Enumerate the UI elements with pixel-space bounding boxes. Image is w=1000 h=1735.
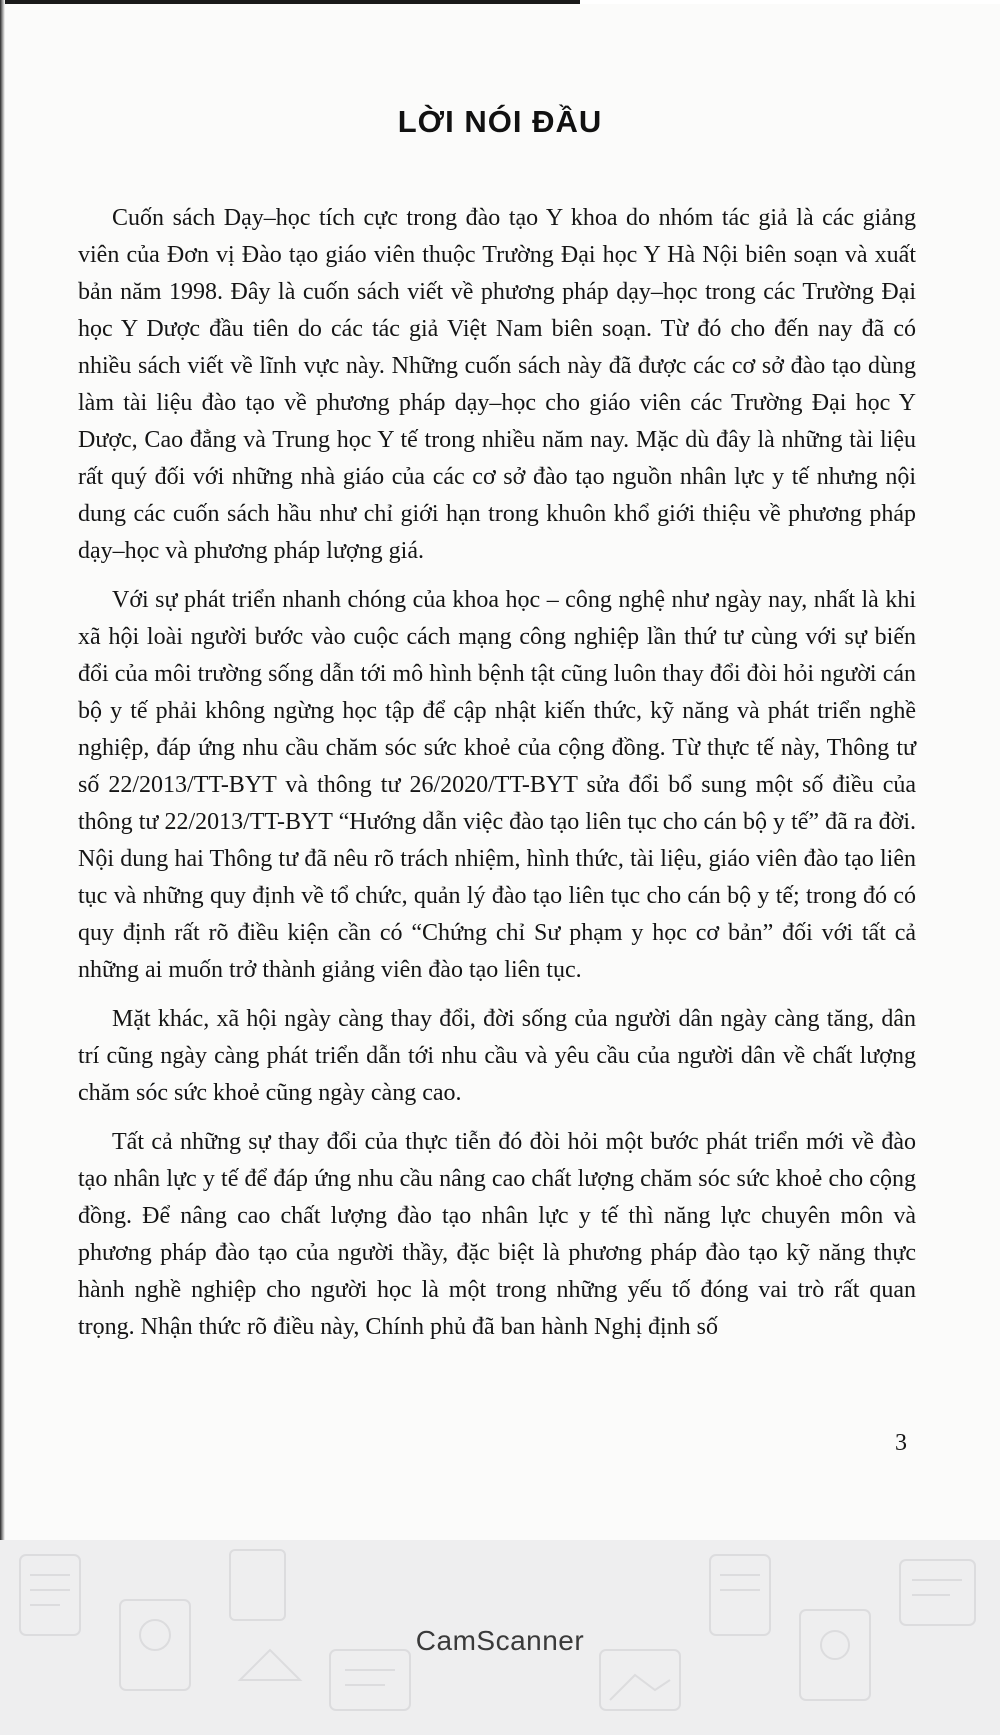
camscanner-watermark: CamScanner [415, 1625, 585, 1656]
page-top-edge [0, 0, 1000, 4]
page-title: LỜI NÓI ĐẦU [397, 104, 603, 139]
scanner-footer [0, 1540, 1000, 1735]
paragraph-1: Cuốn sách Dạy–học tích cực trong đào tạo Y khoa do nhóm tác giả là các giảng viên của Đơn vị Đào tạo giáo viên thuộc Trường Đại học Y Hà Nội biên soạn và xuất bản năm 1998. Đây là cuốn sách viết về phương pháp dạy–học trong các Trường Đại học Y Dược đầu tiên do các tác giả Việt Nam biên soạn. Từ đó cho đến nay đã có nhiều sách viết về lĩnh vực này. Những cuốn sách này đã được các cơ sở đào tạo dùng làm tài liệu đào tạo về phương pháp dạy–học cho giáo viên các Trường Đại học Y Dược, Cao đẳng và Trung học Y tế trong nhiều năm nay. Mặc dù đây là những tài liệu rất quý đối với những nhà giáo của các cơ sở đào tạo nguồn nhân lực y tế nhưng nội dung các cuốn sách hầu như chỉ giới hạn trong khuôn khổ giới thiệu về phương pháp dạy–học và phương pháp lượng giá. [78, 205, 916, 564]
paragraph-3: Mặt khác, xã hội ngày càng thay đổi, đời sống của người dân ngày càng tăng, dân trí cũng ngày càng phát triển dẫn tới nhu cầu và yêu cầu của người dân về chất lượng chăm sóc sức khoẻ cũng ngày càng cao. [78, 1006, 916, 1106]
page-left-edge [0, 0, 5, 1540]
paragraph-4: Tất cả những sự thay đổi của thực tiễn đó đòi hỏi một bước phát triển mới về đào tạo nhân lực y tế để đáp ứng nhu cầu nâng cao chất lượng chăm sóc sức khoẻ cho cộng đồng. Để nâng cao chất lượng đào tạo nhân lực y tế thì năng lực chuyên môn và phương pháp đào tạo của người thầy, đặc biệt là phương pháp đào tạo kỹ năng thực hành nghề nghiệp cho người học là một trong những yếu tố đóng vai trò rất quan trọng. Nhận thức rõ điều này, Chính phủ đã ban hành Nghị định số [78, 1129, 916, 1340]
page-number: 3 [895, 1430, 907, 1456]
body-text [78, 200, 916, 1358]
paragraph-2: Với sự phát triển nhanh chóng của khoa học – công nghệ như ngày nay, nhất là khi xã hội loài người bước vào cuộc cách mạng công nghiệp lần thứ tư cùng với sự biến đổi của môi trường sống dẫn tới mô hình bệnh tật cũng luôn thay đổi đòi hỏi người cán bộ y tế phải không ngừng học tập để cập nhật kiến thức, kỹ năng và phát triển nghề nghiệp, đáp ứng nhu cầu chăm sóc sức khoẻ của cộng đồng. Từ thực tế này, Thông tư số 22/2013/TT-BYT và thông tư 26/2020/TT-BYT sửa đổi bổ sung một số điều của thông tư 22/2013/TT-BYT “Hướng dẫn việc đào tạo liên tục cho cán bộ y tế” đã ra đời. Nội dung hai Thông tư đã nêu rõ trách nhiệm, hình thức, tài liệu, giáo viên đào tạo liên tục và những quy định về tổ chức, quản lý đào tạo liên tục cho cán bộ y tế; trong đó có quy định rất rõ điều kiện cần có “Chứng chỉ Sư phạm y học cơ bản” đối với tất cả những ai muốn trở thành giảng viên đào tạo liên tục. [78, 587, 916, 983]
